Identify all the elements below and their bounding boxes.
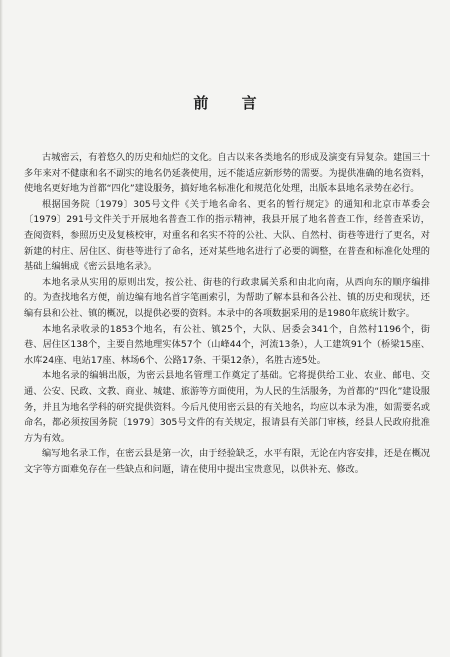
paragraph-4: 本地名录收录的1853个地名，有公社、镇25个，大队、居委会341个，自然村1196个，街巷、居住区138个，主要自然地理实体57个（山峰44个，河流13条），人工建筑91个（桥梁15座、水库24座、电站17座、林场6个、公路17条、干渠12条），名胜古迹5处。 [24,323,430,366]
paragraph-1: 古城密云，有着悠久的历史和灿烂的文化。自古以来各类地名的形成及演变有异复杂。建国三十多年来对不健康和名不副实的地名仍延袭使用，远不能适应新形势的需要。为提供准确的地名资料，使地名更好地为首都“四化”建设服务，搞好地名标准化和规范化处理，出版本县地名录势在必行。 [24,152,430,195]
paragraph-2: 根据国务院〔1979〕305号文件《关于地名命名、更名的暂行规定》的通知和北京市革委会〔1979〕291号文件关于开展地名普查工作的指示精神，我县开展了地名普查工作，经普查采访，查阅资料，参照历史及复核校审，对重名和名实不符的公社、大队、自然村、街巷等进行了更名，对新建的村庄、居住区、街巷等进行了命名，还对某些地名进行了必要的调整，在普查和标准化处理的基础上编辑成《密云县地名录》。 [24,198,430,273]
paragraph-3: 本地名录从实用的原则出发，按公社、街巷的行政隶属关系和由北向南，从西向东的顺序编排的。为查找地名方便，前边编有地名首字笔画索引，为帮助了解本县和各公社、镇的历史和现状，还编有县和公社、镇的概况，以提供必要的资料。本录中的各项数据采用的是1980年底统计数字。 [24,276,430,319]
paragraph-6: 编写地名录工作，在密云县是第一次，由于经验缺乏，水平有限，无论在内容安排，还是在概况文字等方面难免存在一些缺点和问题，请在使用中提出宝贵意见，以供补充、修改。 [24,448,430,475]
document-body [24,150,430,477]
paragraph-5: 本地名录的编辑出版，为密云县地名管理工作奠定了基础。它将提供给工业、农业、邮电、交通、公安、民政、文教、商业、城建、旅游等方面使用，为人民的生活服务，为首都的“四化”建设服务，并且为地名学科的研究提供资料。今后凡使用密云县的有关地名，均应以本录为准，如需要名或命名，都必须按国务院〔1979〕305号文件的有关规定，报请县有关部门审核，经县人民政府批准方为有效。 [24,370,430,444]
page-title: 前 言 [193,94,271,112]
